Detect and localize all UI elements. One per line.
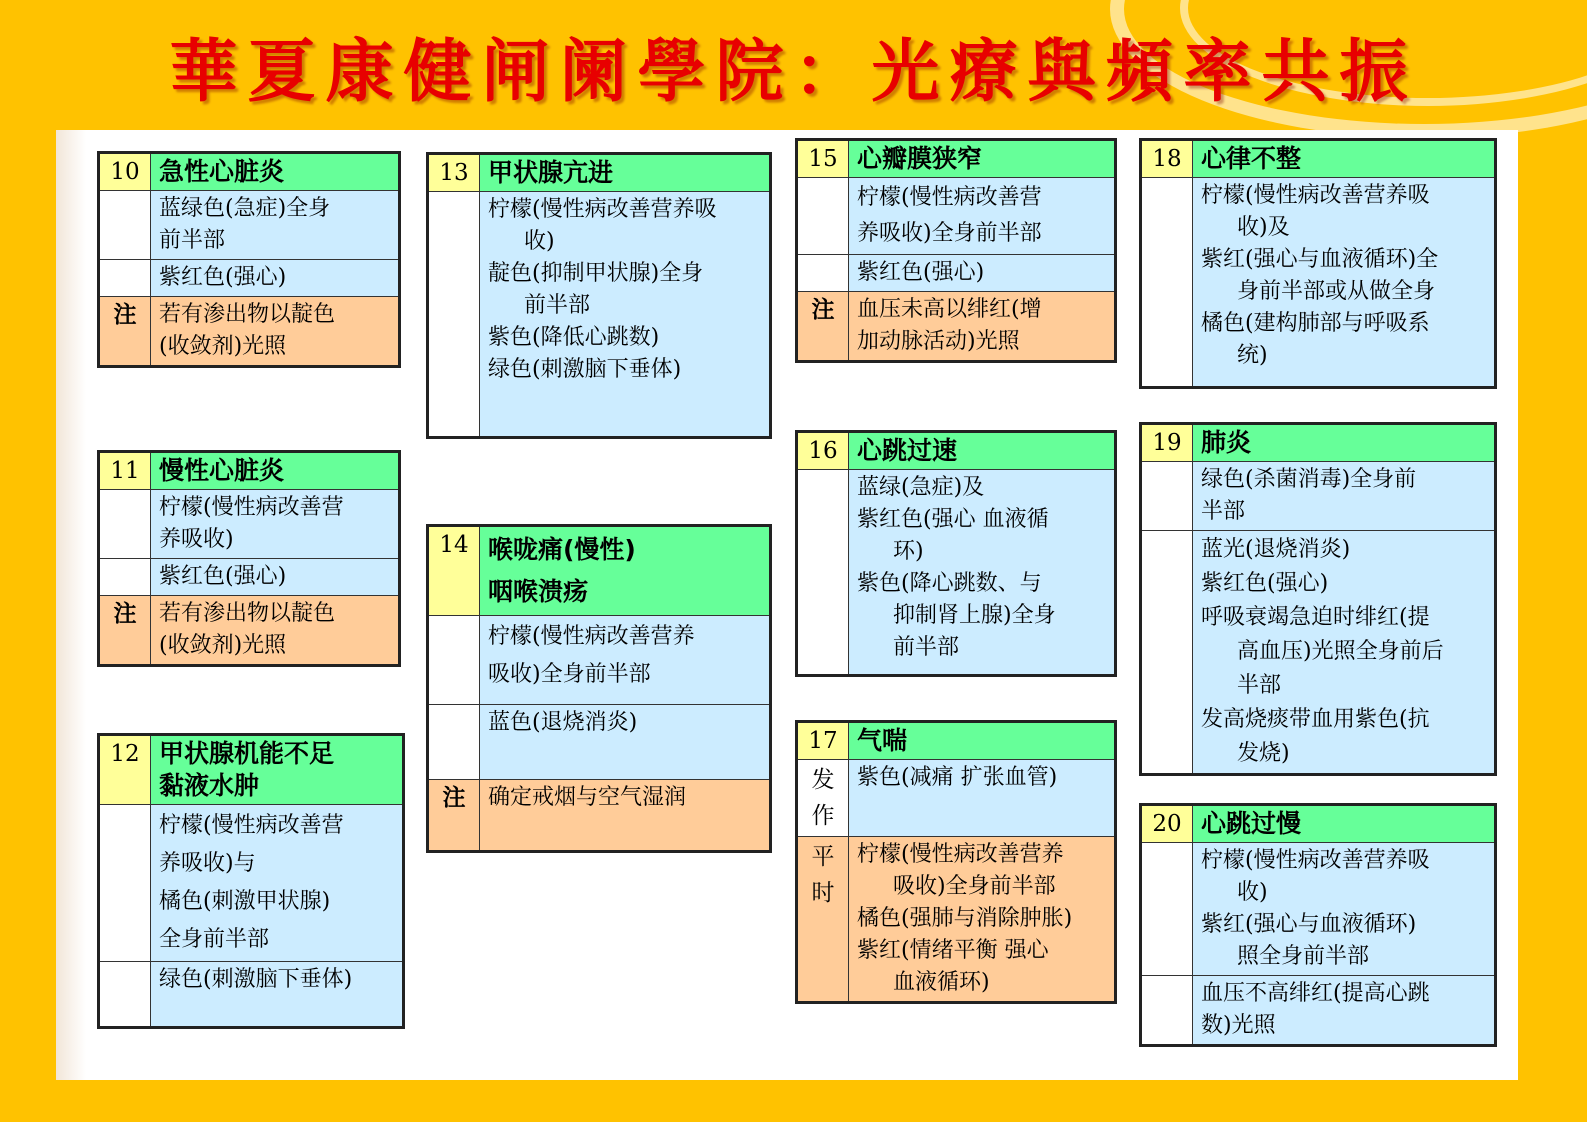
item-block: 柠檬(慢性病改善营 养吸收)全身前半部 <box>849 178 1116 255</box>
card-number: 11 <box>99 452 151 490</box>
note-block: 若有渗出物以靛色 (收敛剂)光照 <box>151 297 400 367</box>
note-mark: 注 <box>99 596 151 666</box>
page-title: 華夏康健闸阑學院：光療與頻率共振 <box>169 32 1418 112</box>
card-title: 气喘 <box>849 722 1116 760</box>
item-block: 柠檬(慢性病改善营养吸 收) 靛色(抑制甲状腺)全身 前半部 紫色(降低心跳数) 绿色(刺激脑下垂体) <box>480 192 771 438</box>
card-number: 20 <box>1141 805 1193 843</box>
item-block: 柠檬(慢性病改善营养吸 收)及 紫红(强心与血液循环)全 身前半部或从做全身 橘色(建构肺部与呼吸系 统) <box>1193 178 1496 388</box>
note-mark: 注 <box>99 297 151 367</box>
note-block: 若有渗出物以靛色 (收敛剂)光照 <box>151 596 400 666</box>
card-18 <box>1139 138 1497 389</box>
item-block: 柠檬(慢性病改善营养 吸收)全身前半部 <box>480 616 771 705</box>
card-16 <box>795 430 1117 677</box>
item-block: 紫红色(强心) <box>151 260 400 297</box>
note-mark: 注 <box>428 780 480 852</box>
card-12 <box>97 733 405 1029</box>
card-10 <box>97 151 401 368</box>
note-mark: 注 <box>797 292 849 362</box>
item-block: 柠檬(慢性病改善营养吸 收) 紫红(强心与血液循环) 照全身前半部 <box>1193 843 1496 976</box>
card-title: 心跳过速 <box>849 432 1116 470</box>
card-title: 心律不整 <box>1193 140 1496 178</box>
item-block: 紫色(减痛 扩张血管) <box>849 760 1116 837</box>
card-17 <box>795 720 1117 1004</box>
note-block: 血压未高以绯红(增 加动脉活动)光照 <box>849 292 1116 362</box>
card-number: 13 <box>428 154 480 192</box>
card-title: 急性心脏炎 <box>151 153 400 191</box>
item-block: 蓝绿色(急症)全身 前半部 <box>151 191 400 260</box>
note-block: 确定戒烟与空气湿润 <box>480 780 771 852</box>
card-number: 14 <box>428 526 480 616</box>
item-block: 蓝色(退烧消炎) <box>480 705 771 780</box>
card-title: 心瓣膜狭窄 <box>849 140 1116 178</box>
card-number: 16 <box>797 432 849 470</box>
card-11 <box>97 450 401 667</box>
card-15 <box>795 138 1117 363</box>
card-title: 肺炎 <box>1193 424 1496 462</box>
card-14 <box>426 524 772 853</box>
card-number: 12 <box>99 735 151 805</box>
normal-label: 平 时 <box>797 837 849 1003</box>
card-number: 19 <box>1141 424 1193 462</box>
item-block: 血压不高绯红(提高心跳 数)光照 <box>1193 976 1496 1046</box>
card-title: 心跳过慢 <box>1193 805 1496 843</box>
item-block: 柠檬(慢性病改善营 养吸收)与 橘色(刺激甲状腺) 全身前半部 <box>151 805 404 962</box>
card-number: 17 <box>797 722 849 760</box>
card-number: 15 <box>797 140 849 178</box>
card-title: 慢性心脏炎 <box>151 452 400 490</box>
item-block: 柠檬(慢性病改善营养 吸收)全身前半部 橘色(强肺与消除肿胀) 紫红(情绪平衡 强心 血液循环) <box>849 837 1116 1003</box>
card-20 <box>1139 803 1497 1047</box>
card-number: 10 <box>99 153 151 191</box>
item-block: 柠檬(慢性病改善营 养吸收) <box>151 490 400 559</box>
card-19 <box>1139 422 1497 776</box>
item-block: 紫红色(强心) <box>151 559 400 596</box>
panel-shadow <box>56 130 86 1080</box>
card-title: 甲状腺亢进 <box>480 154 771 192</box>
item-block: 绿色(刺激脑下垂体) <box>151 962 404 1028</box>
card-number: 18 <box>1141 140 1193 178</box>
item-block: 蓝光(退烧消炎) 紫红色(强心) 呼吸衰竭急迫时绯红(提 高血压)光照全身前后 半部 发高烧痰带血用紫色(抗 发烧) <box>1193 531 1496 775</box>
card-title: 喉咙痛(慢性) 咽喉溃疡 <box>480 526 771 616</box>
card-title: 甲状腺机能不足 黏液水肿 <box>151 735 404 805</box>
attack-label: 发 作 <box>797 760 849 837</box>
item-block: 蓝绿(急症)及 紫红色(强心 血液循 环) 紫色(降心跳数、与 抑制肾上腺)全身 前半部 <box>849 470 1116 676</box>
card-13 <box>426 152 772 439</box>
item-block: 紫红色(强心) <box>849 255 1116 292</box>
item-block: 绿色(杀菌消毒)全身前 半部 <box>1193 462 1496 531</box>
